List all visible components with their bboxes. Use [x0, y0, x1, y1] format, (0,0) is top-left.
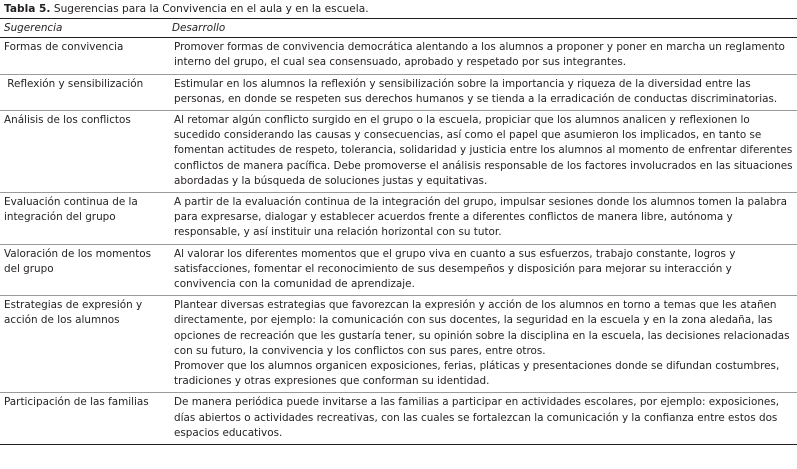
- desarrollo-paragraph: De manera periódica puede invitarse a las familias a participar en actividades escolares, por ejemplo: exposiciones, días abiertos o actividades recreativas, con las cuales se fortalezcan la comunicación y la confianza entre estos dos espacios educativos.: [174, 396, 780, 439]
- convivencia-table: [0, 18, 797, 445]
- cell-sugerencia: Estrategias de expresión y acción de los alumnos: [0, 296, 168, 393]
- table-row: [0, 244, 797, 296]
- desarrollo-paragraph: Promover que los alumnos organicen exposiciones, ferias, pláticas y presentaciones donde se difundan costumbres, tradiciones y otras expresiones que conforman su identidad.: [174, 360, 780, 388]
- table-row: [0, 193, 797, 245]
- desarrollo-paragraph: Plantear diversas estrategias que favorezcan la expresión y acción de los alumnos en torno a temas que les atañen directamente, por ejemplo: la comunicación con sus docentes, la seguridad en la escuela y en la zona aledaña, las opciones de recreación que les gustaría tener, su opinión sobre la disciplina en la escuela, las decisiones relacionadas con su futuro, la convivencia y los conflictos con sus pares, entre otros.: [174, 299, 790, 357]
- table-header-row: [0, 19, 797, 38]
- table-row: [0, 393, 797, 445]
- desarrollo-paragraph: Promover formas de convivencia democrática alentando a los alumnos a proponer y poner en marcha un reglamento interno del grupo, el cual sea consensuado, aprobado y respetado por sus integrantes.: [174, 41, 785, 69]
- cell-desarrollo: [168, 111, 797, 193]
- cell-desarrollo: [168, 244, 797, 296]
- cell-desarrollo: [168, 38, 797, 74]
- table-row: [0, 111, 797, 193]
- desarrollo-paragraph: Al valorar los diferentes momentos que el grupo viva en cuanto a sus esfuerzos, trabajo constante, logros y satisfacciones, fomentar el reconocimiento de sus desempeños y disposición para mejorar su interacción y convivencia con la comunidad de aprendizaje.: [174, 247, 736, 291]
- table-caption-text: Sugerencias para la Convivencia en el aula y en la escuela.: [53, 3, 369, 15]
- cell-desarrollo: [168, 393, 797, 445]
- table-row: [0, 38, 797, 74]
- cell-desarrollo: [168, 296, 797, 393]
- cell-sugerencia: Análisis de los conflictos: [0, 111, 168, 193]
- table-caption: [0, 2, 797, 18]
- cell-desarrollo: [168, 193, 797, 245]
- desarrollo-paragraph: A partir de la evaluación continua de la integración del grupo, impulsar sesiones donde los alumnos tomen la palabra para expresarse, dialogar y establecer acuerdos frente a diferentes conflictos de manera libre, autónoma y responsable, y así instituir una relación horizontal con su tutor.: [174, 196, 787, 239]
- cell-sugerencia: Formas de convivencia: [0, 38, 168, 74]
- cell-desarrollo: [168, 74, 797, 110]
- header-sugerencia: Sugerencia: [0, 19, 168, 38]
- cell-sugerencia: Valoración de los momentos del grupo: [0, 244, 168, 296]
- table-row: [0, 74, 797, 110]
- cell-sugerencia: Participación de las familias: [0, 393, 168, 445]
- desarrollo-paragraph: Estimular en los alumnos la reflexión y sensibilización sobre la importancia y riqueza de la diversidad entre las personas, en donde se respeten sus derechos humanos y se tienda a la erradicación de conductas discriminatorias.: [174, 77, 778, 105]
- header-desarrollo: Desarrollo: [168, 19, 797, 38]
- cell-sugerencia: Reflexión y sensibilización: [0, 74, 168, 110]
- cell-sugerencia: Evaluación continua de la integración del grupo: [0, 193, 168, 245]
- table-row: [0, 296, 797, 393]
- table-caption-label: Tabla 5.: [4, 3, 51, 15]
- desarrollo-paragraph: Al retomar algún conflicto surgido en el grupo o la escuela, propiciar que los alumnos analicen y reflexionen lo sucedido considerando las causas y consecuencias, así como el papel que asumieron los implicados, en tanto se fomentan actitudes de respeto, tolerancia, solidaridad y justicia entre los alumnos al momento de enfrentar diferentes conflictos de manera pacífica. Debe promoverse el análisis responsable de los factores involucrados en las situaciones abordadas y la búsqueda de soluciones justas y equitativas.: [174, 114, 793, 187]
